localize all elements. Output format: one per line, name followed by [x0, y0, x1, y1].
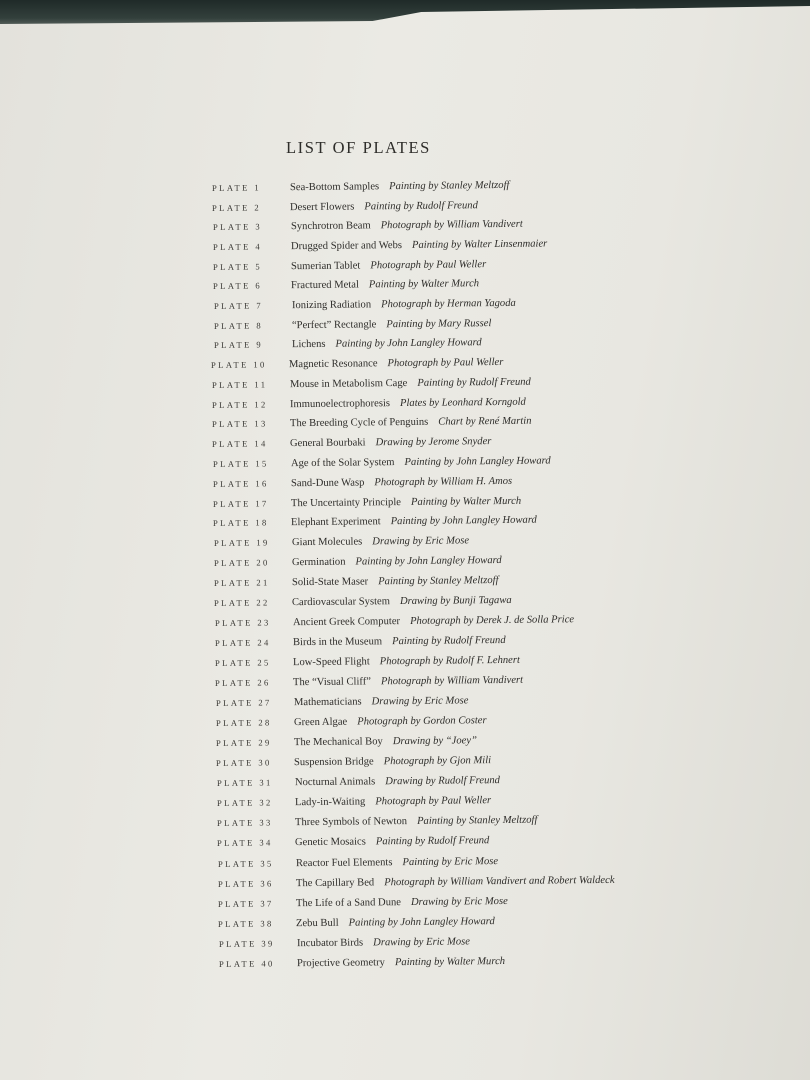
plate-credit: Drawing by Jerome Snyder: [375, 436, 492, 449]
plate-row: [218, 896, 508, 917]
plate-credit: Painting by John Langley Howard: [355, 555, 502, 568]
plate-credit: Plates by Leonhard Korngold: [399, 396, 526, 409]
plate-row: [218, 875, 615, 897]
plate-row: [217, 836, 490, 857]
plate-row: [213, 259, 486, 280]
plate-number: PLATE 26: [215, 677, 272, 688]
plate-title: Fractured Metal: [291, 279, 360, 292]
plate-credit: Drawing by Bunji Tagawa: [400, 594, 513, 608]
plate-title: Drugged Spider and Webs: [290, 239, 402, 253]
plate-number: PLATE 10: [211, 359, 268, 371]
plate-number: PLATE 27: [215, 697, 272, 708]
plate-row: [217, 775, 500, 796]
plate-title: The Uncertainty Principle: [290, 496, 402, 509]
plate-row: [216, 755, 491, 776]
plate-row: [212, 416, 532, 437]
plate-number: PLATE 16: [212, 478, 269, 489]
plate-credit: Photograph by Rudolf F. Lehnert: [379, 654, 521, 668]
plate-row: [217, 795, 491, 816]
plate-number: PLATE 6: [213, 280, 263, 292]
plate-number: PLATE 36: [217, 878, 274, 889]
plate-credit: Painting by John Langley Howard: [404, 455, 551, 468]
plate-credit: Photograph by Gjon Mili: [384, 755, 492, 768]
plate-row: [211, 357, 504, 378]
plate-title: Suspension Bridge: [294, 756, 375, 769]
plate-credit: Painting by John Langley Howard: [349, 916, 496, 929]
plate-title: Immunoelectrophoresis: [289, 397, 390, 410]
plate-number: PLATE 15: [212, 458, 269, 469]
plate-number: PLATE 21: [214, 577, 270, 589]
plate-credit: Painting by Rudolf Freund: [391, 634, 506, 648]
plate-row: [213, 278, 479, 299]
plate-row: [214, 595, 512, 616]
plate-row: [212, 219, 522, 240]
plate-credit: Photograph by William H. Amos: [374, 475, 513, 489]
plate-number: PLATE 34: [217, 837, 274, 849]
plate-number: PLATE 13: [211, 418, 268, 430]
plate-number: PLATE 22: [214, 597, 271, 609]
plate-credit: Photograph by William Vandivert: [380, 218, 523, 232]
plate-number: PLATE 4: [212, 241, 262, 252]
page-title: LIST OF PLATES: [286, 138, 431, 157]
plate-number: PLATE 3: [212, 221, 262, 233]
plate-title: Sand-Dune Wasp: [290, 477, 365, 489]
plate-credit: Photograph by Gordon Coster: [357, 715, 487, 728]
plate-row: [212, 436, 492, 457]
plate-credit: Photograph by Paul Weller: [370, 258, 487, 271]
plate-credit: Painting by Stanley Meltzoff: [378, 575, 499, 588]
plate-credit: Drawing by Eric Mose: [411, 895, 509, 908]
plate-title: Ancient Greek Computer: [292, 616, 400, 629]
plate-number: PLATE 23: [214, 617, 271, 629]
plate-row: [212, 455, 550, 477]
plate-row: [213, 476, 512, 497]
plate-number: PLATE 25: [215, 657, 271, 668]
plate-row: [213, 515, 537, 536]
plate-title: General Bourbaki: [290, 437, 366, 450]
plate-title: Projective Geometry: [296, 957, 385, 970]
plate-title: Giant Molecules: [291, 536, 362, 549]
plate-credit: Drawing by “Joey”: [392, 735, 478, 748]
plate-title: Reactor Fuel Elements: [295, 856, 393, 869]
plate-credit: Painting by Stanley Meltzoff: [417, 814, 538, 828]
plate-title: Magnetic Resonance: [289, 358, 378, 371]
plate-number: PLATE 14: [212, 438, 269, 450]
plate-row: [216, 715, 487, 736]
plate-title: Synchrotron Beam: [290, 220, 371, 233]
plate-title: The Breeding Cycle of Penguins: [289, 417, 429, 430]
plate-credit: Photograph by Derek J. de Solla Price: [409, 614, 574, 627]
plate-number: PLATE 11: [211, 379, 267, 390]
plate-title: Birds in the Museum: [292, 636, 383, 649]
plate-number: PLATE 8: [213, 320, 263, 331]
plate-row: [214, 575, 499, 596]
plate-number: PLATE 1: [211, 182, 262, 193]
plate-credit: Drawing by Eric Mose: [371, 695, 469, 708]
plate-number: PLATE 30: [216, 757, 273, 769]
plate-row: [215, 635, 506, 656]
plate-number: PLATE 31: [216, 777, 273, 789]
plate-credit: Painting by Eric Mose: [402, 855, 498, 868]
plate-row: [213, 298, 515, 319]
plate-row: [218, 856, 498, 877]
plate-number: PLATE 39: [218, 938, 275, 950]
plate-title: Sea-Bottom Samples: [289, 181, 380, 194]
plate-title: Lichens: [291, 339, 326, 351]
plate-credit: Painting by Mary Russel: [386, 317, 492, 330]
plate-title: Solid-State Maser: [292, 576, 369, 589]
plate-credit: Photograph by William Vandivert: [381, 674, 524, 688]
plate-credit: Painting by Walter Murch: [369, 278, 480, 291]
plate-credit: Painting by Walter Murch: [411, 495, 522, 508]
plate-credit: Drawing by Rudolf Freund: [384, 775, 500, 788]
plate-row: [218, 916, 495, 937]
plate-title: Incubator Birds: [296, 937, 363, 950]
plate-row: [211, 376, 530, 397]
plate-number: PLATE 12: [211, 398, 268, 410]
plate-title: Ionizing Radiation: [291, 299, 371, 312]
plate-number: PLATE 17: [212, 498, 269, 509]
plate-number: PLATE 20: [213, 557, 270, 569]
plate-credit: Photograph by Paul Weller: [375, 795, 492, 808]
plate-credit: Drawing by Eric Mose: [372, 936, 470, 949]
plate-number: PLATE 28: [215, 717, 272, 728]
plate-number: PLATE 5: [212, 261, 263, 272]
plate-number: PLATE 2: [212, 202, 262, 213]
plate-title: “Perfect” Rectangle: [291, 318, 377, 331]
plate-title: Age of the Solar System: [290, 457, 395, 470]
plate-row: [212, 180, 510, 201]
plate-row: [213, 495, 521, 516]
plate-title: Desert Flowers: [290, 201, 355, 213]
plate-number: PLATE 35: [217, 857, 274, 869]
plate-row: [214, 555, 502, 576]
plate-number: PLATE 7: [213, 300, 263, 311]
plate-credit: Painting by Rudolf Freund: [376, 835, 490, 848]
plate-credit: Photograph by Herman Yagoda: [380, 297, 516, 311]
plate-row: [215, 655, 520, 676]
plate-title: Low-Speed Flight: [293, 656, 370, 669]
plate-row: [212, 200, 478, 221]
plate-title: Genetic Mosaics: [295, 836, 367, 849]
plate-row: [214, 318, 492, 339]
plate-number: PLATE 9: [213, 339, 264, 351]
plate-title: The Capillary Bed: [295, 877, 375, 889]
plate-title: The Life of a Sand Dune: [296, 896, 402, 909]
plate-row: [214, 536, 469, 557]
plate-row: [217, 815, 538, 836]
plate-credit: Photograph by William Vandivert and Robert Waldeck: [384, 874, 615, 888]
plate-row: [219, 956, 505, 977]
plate-number: PLATE 24: [214, 637, 271, 648]
plate-number: PLATE 40: [218, 958, 275, 970]
plate-credit: Painting by Rudolf Freund: [364, 199, 479, 212]
plate-title: Mathematicians: [293, 696, 362, 709]
plate-title: Three Symbols of Newton: [295, 816, 408, 829]
plate-row: [215, 675, 523, 696]
plate-title: Zebu Bull: [296, 917, 340, 930]
plate-row: [214, 337, 482, 358]
plate-title: Green Algae: [293, 716, 348, 729]
plate-title: Nocturnal Animals: [294, 776, 376, 789]
plate-title: Sumerian Tablet: [290, 259, 361, 272]
plate-title: The “Visual Cliff”: [293, 676, 372, 689]
plate-credit: Painting by John Langley Howard: [390, 515, 538, 528]
plate-number: PLATE 33: [217, 817, 273, 829]
plate-number: PLATE 18: [213, 517, 270, 529]
plate-credit: Drawing by Eric Mose: [371, 535, 469, 548]
plate-row: [213, 238, 547, 260]
plate-number: PLATE 37: [218, 898, 274, 909]
plate-credit: Painting by Rudolf Freund: [416, 376, 531, 389]
plate-credit: Painting by Walter Linsenmaier: [411, 238, 548, 251]
plate-credit: Painting by Stanley Meltzoff: [389, 179, 510, 193]
plate-number: PLATE 29: [216, 737, 272, 748]
plate-number: PLATE 38: [218, 918, 275, 929]
plate-title: Lady-in-Waiting: [294, 796, 366, 809]
plate-title: Germination: [291, 556, 346, 569]
plate-title: The Mechanical Boy: [294, 736, 384, 749]
plate-credit: Painting by Walter Murch: [394, 956, 506, 969]
plate-title: Elephant Experiment: [291, 516, 382, 529]
plate-row: [215, 614, 574, 636]
plate-row: [212, 396, 526, 417]
plate-title: Mouse in Metabolism Cage: [289, 377, 407, 390]
plate-credit: Photograph by Paul Weller: [387, 356, 504, 370]
plate-number: PLATE 19: [213, 537, 270, 549]
plate-title: Cardiovascular System: [292, 596, 391, 609]
plate-credit: Painting by John Langley Howard: [335, 337, 482, 351]
plate-credit: Chart by René Martin: [438, 415, 532, 428]
plate-row: [219, 937, 470, 958]
plate-row: [216, 735, 477, 756]
plate-row: [216, 695, 469, 716]
plate-number: PLATE 32: [216, 797, 273, 809]
